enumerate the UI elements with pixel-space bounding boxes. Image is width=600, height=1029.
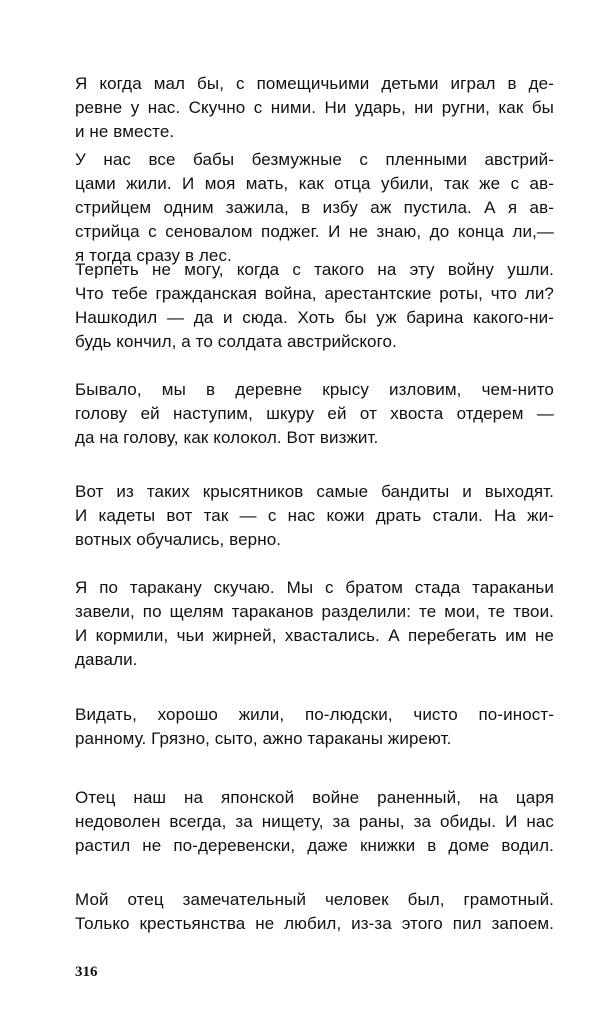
paragraph <box>75 888 554 936</box>
text-line: Я по таракану скучаю. Мы с братом стада тараканьи <box>75 578 554 597</box>
text-line: Только крестьянства не любил, из-за этого пил запоем. <box>75 914 554 933</box>
paragraph <box>75 703 554 751</box>
text-line: Что тебе гражданская война, арестантские роты, что ли? <box>75 284 554 303</box>
text-line: И кадеты вот так — с нас кожи драть стали. На жи- <box>75 506 554 525</box>
text-line: Вот из таких крысятников самые бандиты и выходят. <box>75 482 554 501</box>
paragraph <box>75 258 554 354</box>
text-line: вотных обучались, верно. <box>75 530 282 549</box>
paragraph <box>75 786 554 858</box>
text-line: И кормили, чьи жирней, хвастались. А перебегать им не <box>75 626 554 645</box>
text-line: я тогда сразу в лес. <box>75 246 232 265</box>
text-line: растил не по-деревенски, даже книжки в доме водил. <box>75 836 554 855</box>
text-line: голову ей наступим, шкуру ей от хвоста отдерем — <box>75 404 554 423</box>
paragraph <box>75 480 554 552</box>
paragraph <box>75 378 554 450</box>
text-line: стрийца с сеновалом поджег. И не знаю, до конца ли,— <box>75 222 554 241</box>
paragraph <box>75 72 554 144</box>
page-number: 316 <box>75 964 98 980</box>
text-line: завели, по щелям тараканов разделили: те мои, те твои. <box>75 602 554 621</box>
text-line: У нас все бабы безмужные с пленными австрий- <box>75 150 554 169</box>
text-line: Бывало, мы в деревне крысу изловим, чем-нито <box>75 380 554 399</box>
text-line: Отец наш на японской войне раненный, на царя <box>75 788 554 807</box>
text-line: Нашкодил — да и сюда. Хоть бы уж барина какого-ни- <box>75 308 554 327</box>
paragraph <box>75 148 554 268</box>
text-line: цами жили. И моя мать, как отца убили, так же с ав- <box>75 174 554 193</box>
text-line: стрийцем одним зажила, в избу аж пустила. А я ав- <box>75 198 554 217</box>
text-line: ранному. Грязно, сыто, ажно тараканы жиреют. <box>75 729 452 748</box>
text-line: Мой отец замечательный человек был, грамотный. <box>75 890 554 909</box>
text-line: Я когда мал бы, с помещичьими детьми играл в де- <box>75 74 554 93</box>
text-line: ревне у нас. Скучно с ними. Ни ударь, ни ругни, как бы <box>75 98 554 117</box>
text-line: да на голову, как колокол. Вот визжит. <box>75 428 379 447</box>
text-line: Терпеть не могу, когда с такого на эту войну ушли. <box>75 260 554 279</box>
text-line: будь кончил, а то солдата австрийского. <box>75 332 397 351</box>
text-line: Видать, хорошо жили, по-людски, чисто по-иност- <box>75 705 554 724</box>
text-line: и не вместе. <box>75 122 175 141</box>
text-line: недоволен всегда, за нищету, за раны, за обиды. И нас <box>75 812 554 831</box>
text-line: давали. <box>75 650 138 669</box>
paragraph <box>75 576 554 672</box>
